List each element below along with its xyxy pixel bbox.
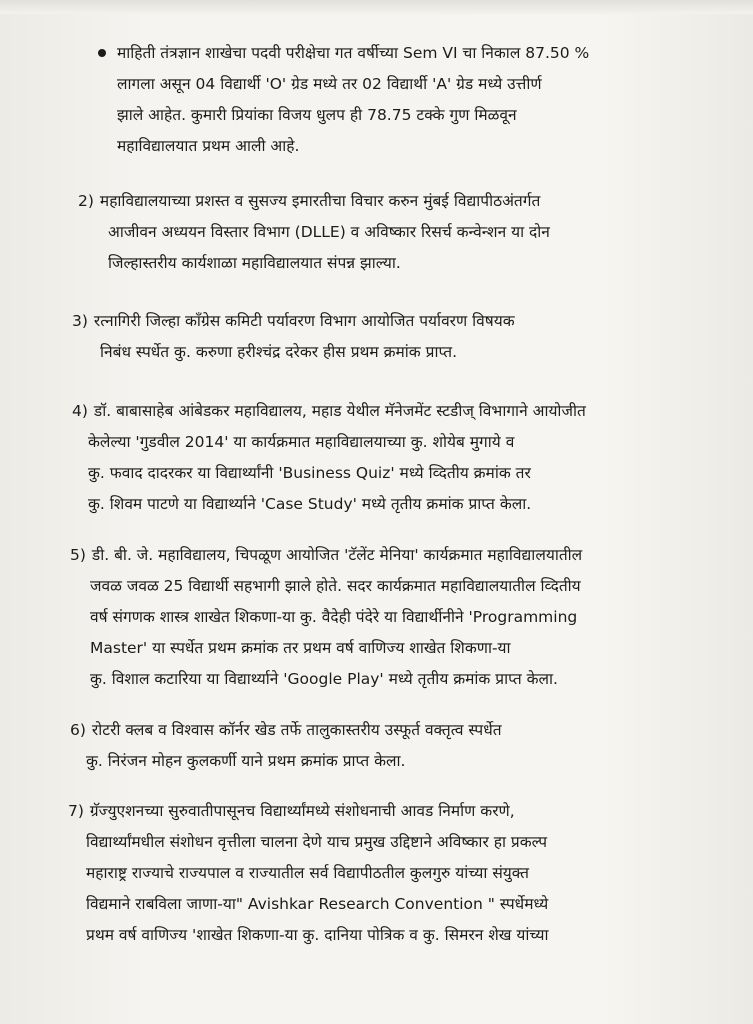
paragraph-line: महाविद्यालयात प्रथम आली आहे. (117, 137, 300, 155)
paragraph-text: ग्रॅज्युएशनच्या सुरुवातीपासूनच विद्यार्थ्यांमध्ये संशोधनाची आवड निर्माण करणे, (89, 802, 515, 820)
paragraph-line: कु. निरंजन मोहन कुलकर्णी याने प्रथम क्रमांक प्राप्त केला. (86, 752, 406, 770)
item-number: 4) (72, 402, 88, 420)
paragraph-line: कु. फवाद दादरकर या विद्यार्थ्यांनी 'Business Quiz' मध्ये व्दितीय क्रमांक तर (88, 464, 531, 482)
paragraph-line: माहिती तंत्रज्ञान शाखेचा पदवी परीक्षेचा गत वर्षीच्या Sem VI चा निकाल 87.50 % (117, 44, 590, 62)
paragraph-line: जवळ जवळ 25 विद्यार्थी सहभागी झाले होते. सदर कार्यक्रमात महाविद्यालयातील व्दितीय (90, 577, 581, 595)
item-number: 5) (70, 546, 86, 564)
item-number: 6) (70, 721, 86, 739)
paragraph-line: विद्यार्थ्यांमधील संशोधन वृत्तीला चालना देणे याच प्रमुख उद्दिष्टाने अविष्कार हा प्रकल्प (86, 833, 548, 851)
bullet-paragraph (117, 38, 717, 162)
page-top-edge (0, 0, 753, 14)
paragraph-text: महाविद्यालयाच्या प्रशस्त व सुसज्य इमारतीचा विचार करुन मुंबई विद्यापीठअंतर्गत (99, 192, 541, 210)
paragraph-line: निबंध स्पर्धेत कु. करुणा हरीश्चंद्र दरेकर हीस प्रथम क्रमांक प्राप्त. (100, 343, 458, 361)
paragraph-text: डॉ. बाबासाहेब आंबेडकर महाविद्यालय, महाड येथील मॅनेजमेंट स्टडीज् विभागाने आयोजीत (93, 402, 586, 420)
paragraph-line: झाले आहेत. कुमारी प्रियांका विजय धुलप ही 78.75 टक्के गुण मिळवून (117, 106, 517, 124)
paragraph-line (72, 396, 712, 427)
paragraph-line (68, 796, 718, 827)
paragraph-line: लागला असून 04 विद्यार्थी 'O' ग्रेड मध्ये तर 02 विद्यार्थी 'A' ग्रेड मध्ये उत्तीर्ण (117, 75, 542, 93)
list-item-6 (70, 715, 710, 777)
paragraph-line: आजीवन अध्ययन विस्तार विभाग (DLLE) व अविष्कार रिसर्च कन्वेन्शन या दोन (108, 223, 550, 241)
paragraph-line: Master' या स्पर्धेत प्रथम क्रमांक तर प्रथम वर्ष वाणिज्य शाखेत शिकणा-या (90, 639, 511, 657)
paragraph-line: विद्यमाने राबविला जाणा-या" Avishkar Research Convention " स्पर्धेमध्ये (86, 895, 549, 913)
item-number: 7) (68, 802, 84, 820)
item-number: 3) (72, 312, 88, 330)
paragraph-text: रत्नागिरी जिल्हा कॉंग्रेस कमिटी पर्यावरण विभाग आयोजित पर्यावरण विषयक (93, 312, 515, 330)
paragraph-line (72, 306, 712, 337)
paragraph-line (70, 715, 710, 746)
paragraph-line: कु. विशाल कटारिया या विद्यार्थ्याने 'Google Play' मध्ये तृतीय क्रमांक प्राप्त केला. (90, 670, 558, 688)
list-item-4 (72, 396, 712, 520)
bullet-icon (98, 49, 106, 57)
paragraph-line: महाराष्ट्र राज्याचे राज्यपाल व राज्यातील सर्व विद्यापीठतील कुलगुरु यांच्या संयुक्त (86, 864, 529, 882)
paragraph-line: केलेल्या 'गुडवील 2014' या कार्यक्रमात महाविद्यालयाच्या कु. शोयेब मुगाये व (88, 433, 515, 451)
paragraph-line: वर्ष संगणक शास्त्र शाखेत शिकणा-या कु. वैदेही पंदेरे या विद्यार्थीनीने 'Programming (90, 608, 578, 626)
list-item-7 (68, 796, 718, 951)
paragraph-text: रोटरी क्लब व विश्वास कॉर्नर खेड तर्फे तालुकास्तरीय उस्फूर्त वक्तृत्व स्पर्धेत (91, 721, 502, 739)
paragraph-line: कु. शिवम पाटणे या विद्यार्थ्याने 'Case Study' मध्ये तृतीय क्रमांक प्राप्त केला. (88, 495, 532, 513)
paragraph-line: प्रथम वर्ष वाणिज्य 'शाखेत शिकणा-या कु. दानिया पोत्रिक व कु. सिमरन शेख यांच्या (86, 926, 549, 944)
list-item-5 (70, 540, 715, 695)
list-item-2 (78, 186, 718, 279)
paragraph-line (70, 540, 715, 571)
item-number: 2) (78, 192, 94, 210)
paragraph-line: जिल्हास्तरीय कार्यशाळा महाविद्यालयात संपन्न झाल्या. (108, 254, 401, 272)
list-item-3 (72, 306, 712, 368)
paragraph-text: डी. बी. जे. महाविद्यालय, चिपळूण आयोजित 'टॅलेंट मेनिया' कार्यक्रमात महाविद्यालयातील (91, 546, 583, 564)
paragraph-line (78, 186, 718, 217)
